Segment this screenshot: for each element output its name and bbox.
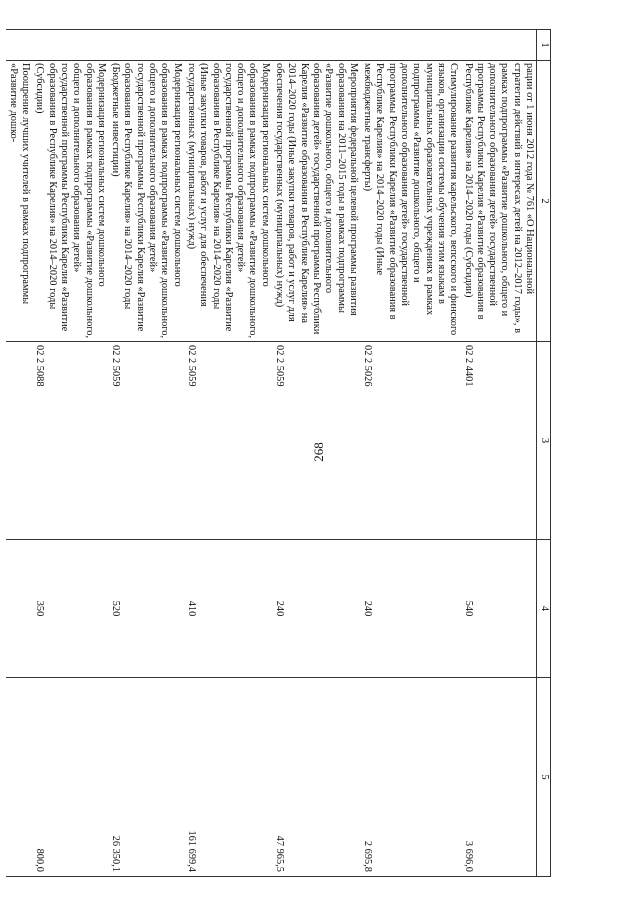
amount-cell: 47 965,5 (272, 678, 360, 877)
rotated-table-area (7, 29, 551, 876)
amount-cell: 2 695,8 (360, 678, 460, 877)
header-col-2: 2 (537, 61, 551, 342)
code-cell: 02 2 5059 (272, 342, 360, 540)
description-cell: рации от 1 июня 2012 года № 761 «О Национальной стратегии действий в интересах детей на 2012–2017 годы», в рамках подпрограммы «Развитие дошкольного, общего и дополнительного образования детей» государственной программы Республики Карелия «Развитие образования в Республике Карелия» на 2014–2020 годы (Субсидии) (460, 61, 536, 342)
table-wrapper (7, 29, 551, 876)
page-number-text: 268 (311, 442, 326, 462)
expense-type-cell: 520 (108, 540, 184, 678)
budget-table (6, 29, 551, 877)
header-row (537, 30, 551, 877)
table-row (360, 30, 460, 877)
header-col-4: 4 (537, 540, 551, 678)
expense-type-cell: 240 (360, 540, 460, 678)
row-index-cell (32, 30, 108, 61)
row-index-cell (460, 30, 536, 61)
header-col-3: 3 (537, 342, 551, 540)
code-cell: 02 2 5059 (184, 342, 272, 540)
table-row (460, 30, 536, 877)
header-col-5: 5 (537, 678, 551, 877)
row-index-cell (108, 30, 184, 61)
code-cell: 02 2 4401 (460, 342, 536, 540)
code-cell: 02 2 5026 (360, 342, 460, 540)
table-row (32, 30, 108, 877)
code-cell: 02 2 5088 (32, 342, 108, 540)
amount-cell: 800,0 (32, 678, 108, 877)
code-cell: 02 2 5059 (108, 342, 184, 540)
row-index-cell (184, 30, 272, 61)
header-col-1: 1 (537, 30, 551, 61)
expense-type-cell: 410 (184, 540, 272, 678)
description-cell: Стимулирование развития карельского, вепсского и финского языков, организации системы обучения этим языкам в муниципальных образовательных учреждениях в рамках подпрограммы «Развитие дошкольного, общего и дополнительного образования детей» государственной программы Республики Карелия «Развитие образования в Республике Карелия» на 2014–2020 годы (Иные межбюджетные трансферты) (360, 61, 460, 342)
description-cell: Модернизация региональных систем дошкольного образования в рамках подпрограммы «Развитие дошкольного, общего и дополнительного образования детей» государственной программы Республики Карелия «Развитие образования в Республике Карелия» на 2014–2020 годы (Субсидии) (32, 61, 108, 342)
expense-type-cell (6, 540, 33, 678)
description-cell: Модернизация региональных систем дошкольного образования в рамках подпрограммы «Развитие дошкольного, общего и дополнительного образования детей» государственной программы Республики Карелия «Развитие образования в Республике Карелия» на 2014–2020 годы (Иные закупки товаров, работ и услуг для обеспечения государственных (муниципальных) нужд) (184, 61, 272, 342)
description-cell: Мероприятия федеральной целевой программы развития образования на 2011–2015 годы в рамках подпрограммы «Развитие дошкольного, общего и дополнительного образования детей» государственной программы Республики Карелия «Развитие образования в Республике Карелия» на 2014–2020 годы (Иные закупки товаров, работ и услуг для обеспечения государственных (муниципальных) нужд) (272, 61, 360, 342)
table-row (272, 30, 360, 877)
expense-type-cell: 350 (32, 540, 108, 678)
amount-cell: 161 699,4 (184, 678, 272, 877)
amount-cell: 3 696,0 (460, 678, 536, 877)
row-index-cell (360, 30, 460, 61)
description-cell: Поощрение лучших учителей в рамках подпрограммы «Развитие дошко- (6, 61, 33, 342)
expense-type-cell: 540 (460, 540, 536, 678)
amount-cell (6, 678, 33, 877)
description-cell: Модернизация региональных систем дошкольного образования в рамках подпрограммы «Развитие дошкольного, общего и дополнительного образования детей» государственной программы Республики Карелия «Развитие образования в Республике Карелия» на 2014–2020 годы (Бюджетные инвестиции) (108, 61, 184, 342)
table-row (108, 30, 184, 877)
table-row (6, 30, 33, 877)
row-index-cell (6, 30, 33, 61)
amount-cell: 26 350,1 (108, 678, 184, 877)
row-index-cell (272, 30, 360, 61)
table-row (184, 30, 272, 877)
expense-type-cell: 240 (272, 540, 360, 678)
code-cell (6, 342, 33, 540)
